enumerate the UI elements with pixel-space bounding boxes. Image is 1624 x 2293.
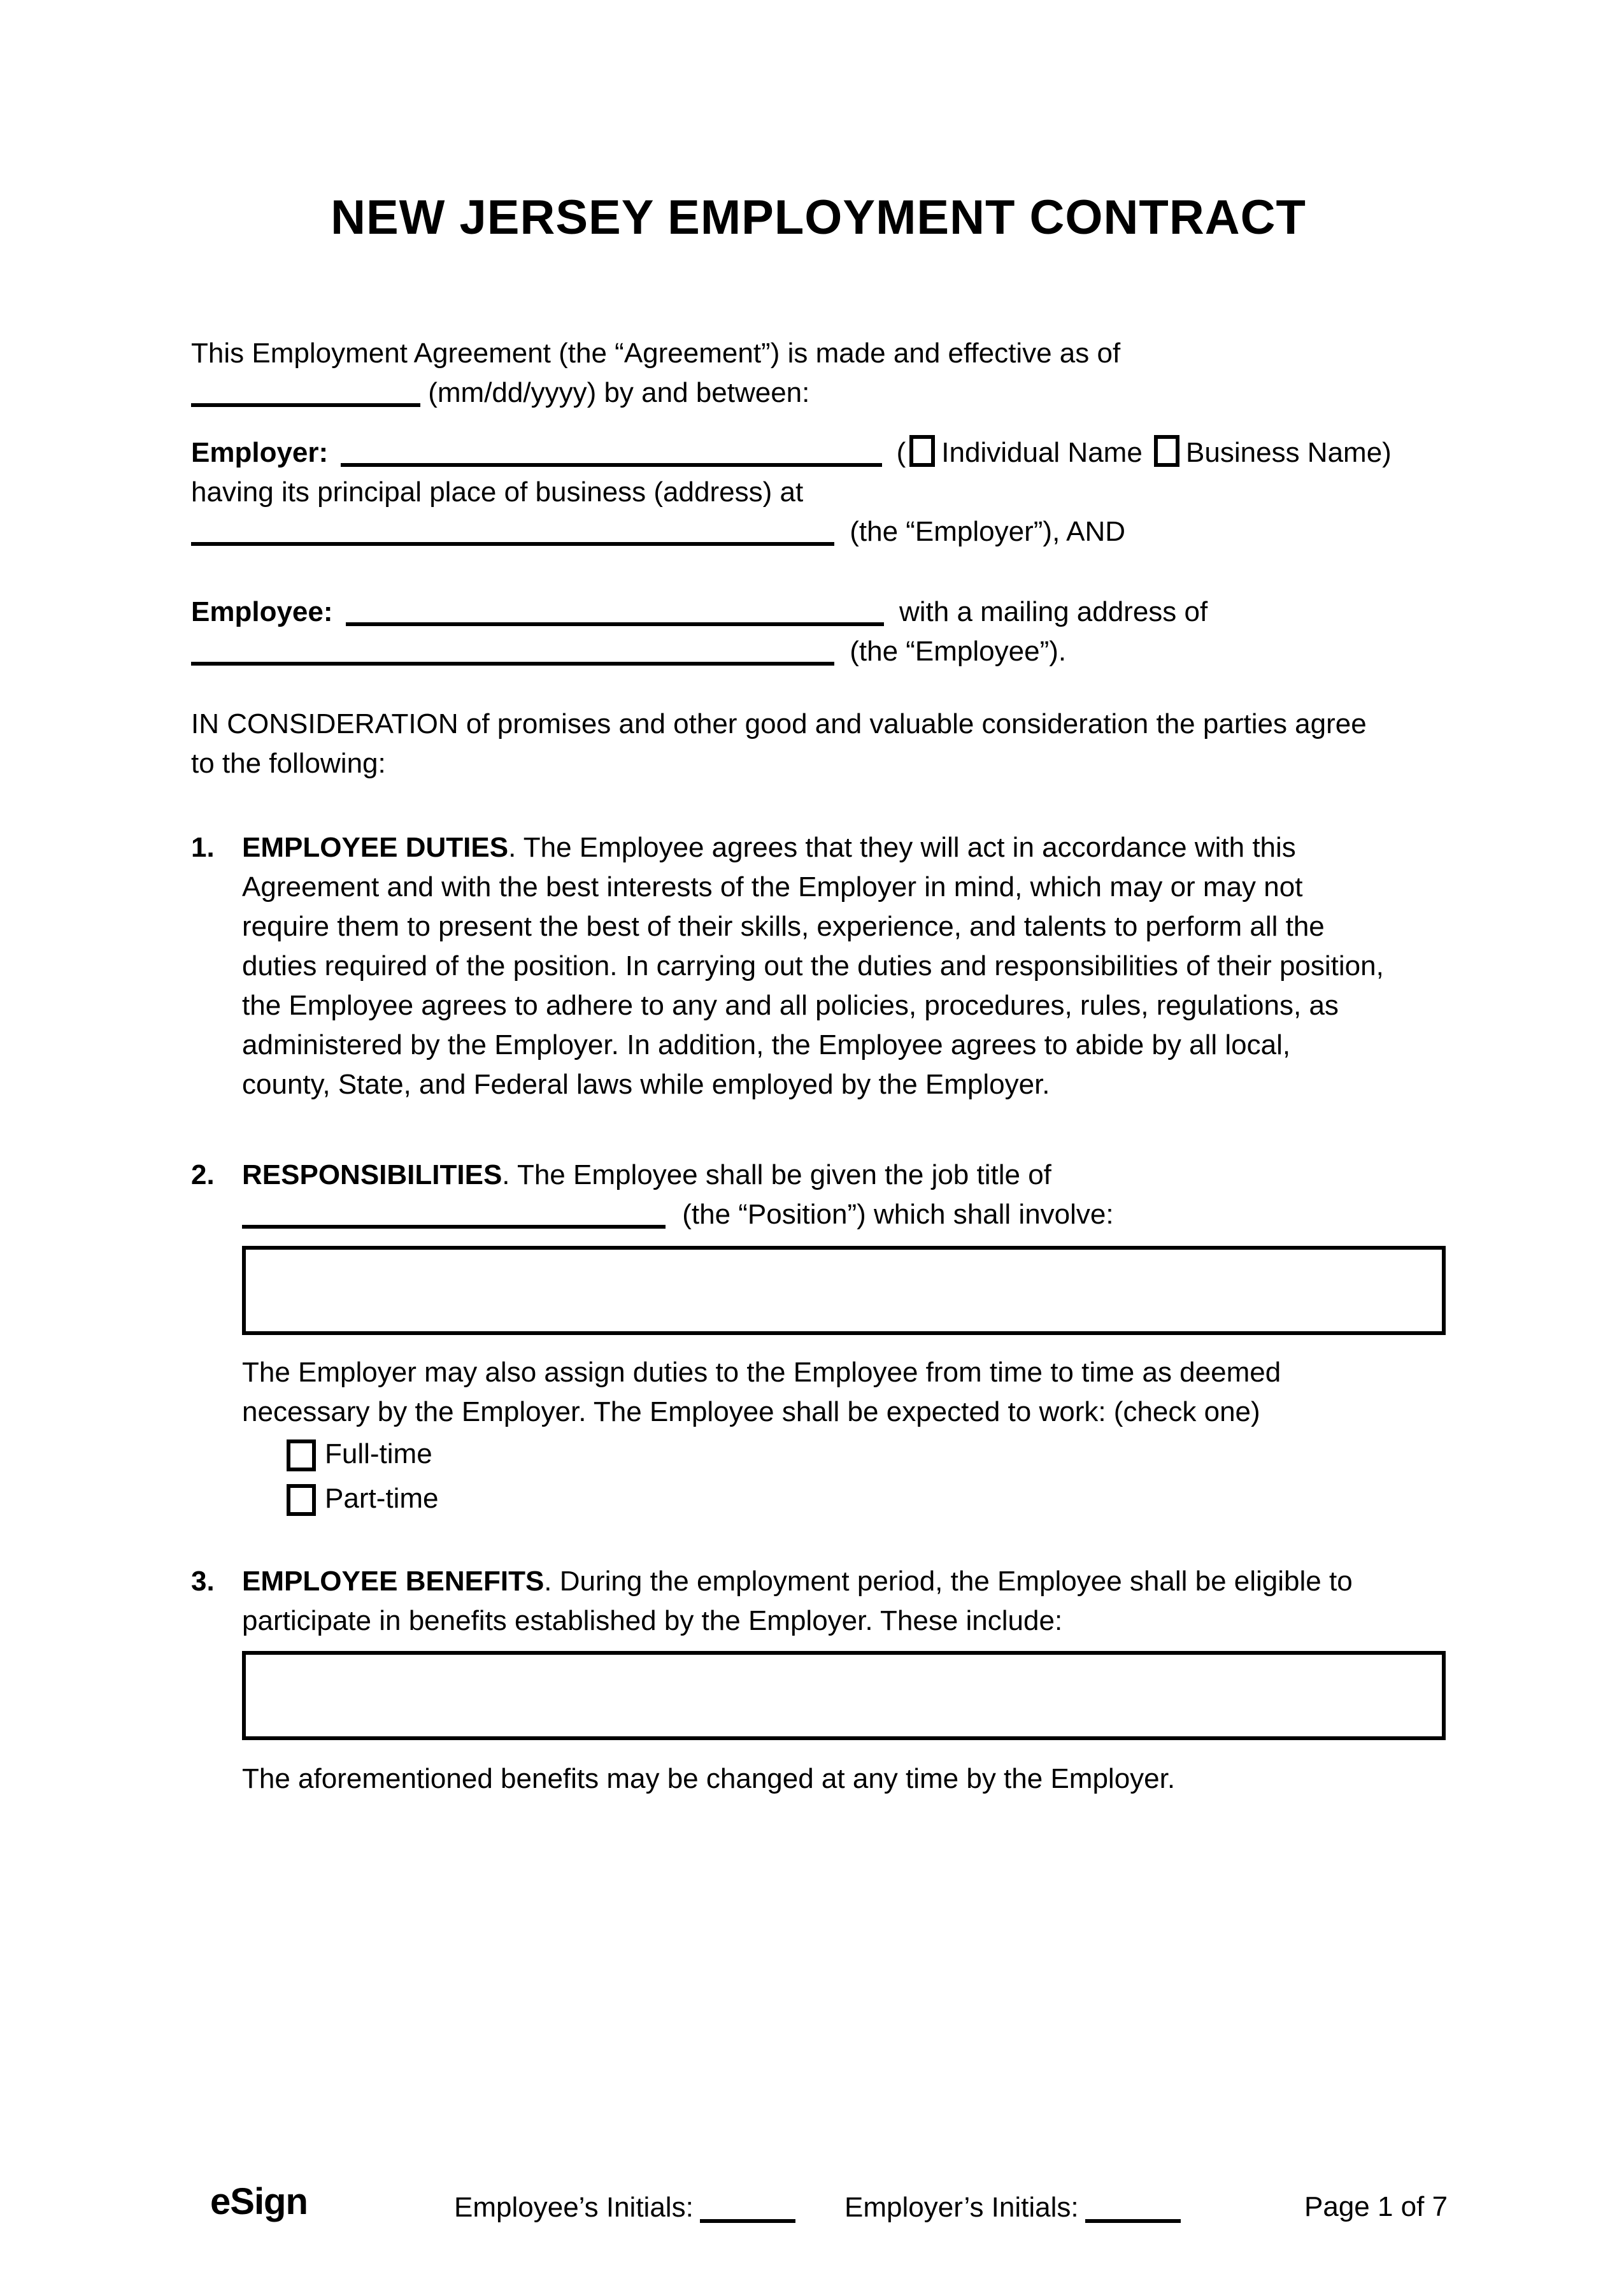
- employer-paragraph: [191, 433, 1446, 552]
- business-name-checkbox[interactable]: [1154, 435, 1179, 467]
- section-3-line-1-text: . During the employment period, the Employee shall be eligible to: [544, 1566, 1353, 1597]
- section-1-heading: EMPLOYEE DUTIES: [242, 832, 509, 863]
- section-responsibilities: [191, 1155, 1446, 1521]
- section-2-body: [242, 1155, 1446, 1521]
- section-employee-duties: [191, 828, 1446, 1104]
- individual-name-checkbox[interactable]: [909, 435, 935, 467]
- benefits-textbox[interactable]: [242, 1651, 1446, 1740]
- effective-date-blank[interactable]: [191, 374, 420, 407]
- employee-line-2-text: (the “Employee”).: [850, 636, 1067, 667]
- consideration-line-2: to the following:: [191, 748, 386, 779]
- employer-line-1: [191, 433, 1446, 473]
- position-duties-textbox[interactable]: [242, 1246, 1446, 1335]
- section-3-line-1: [242, 1562, 1446, 1601]
- section-1-line-5: the Employee agrees to adhere to any and all policies, procedures, rules, regulations, as: [242, 990, 1339, 1021]
- employee-paragraph: [191, 592, 1446, 671]
- employee-line-1-text: with a mailing address of: [899, 596, 1208, 627]
- section-2-line-1: [242, 1155, 1446, 1195]
- employer-initials-field: [844, 2187, 1181, 2227]
- section-3-heading: EMPLOYEE BENEFITS: [242, 1566, 545, 1597]
- employer-initials-blank[interactable]: [1085, 2187, 1181, 2223]
- section-1-body: [242, 828, 1446, 1104]
- section-employee-benefits: [191, 1562, 1446, 1799]
- contract-page: [0, 191, 1624, 2293]
- employee-address-blank[interactable]: [191, 632, 834, 666]
- intro-line-2: [191, 373, 1446, 413]
- full-time-label: Full-time: [325, 1438, 432, 1469]
- section-3-line-2: participate in benefits established by the Employer. These include:: [242, 1605, 1063, 1636]
- intro-line-2-text: (mm/dd/yyyy) by and between:: [428, 377, 810, 408]
- consideration-line-1: IN CONSIDERATION of promises and other good and valuable consideration the parties agree: [191, 708, 1367, 739]
- part-time-label: Part-time: [325, 1483, 439, 1514]
- document-page: [0, 191, 1624, 2293]
- section-3-number: 3.: [191, 1566, 215, 1597]
- full-time-checkbox[interactable]: [287, 1439, 316, 1471]
- employee-label: Employee:: [191, 596, 333, 627]
- page-number: Page 1 of 7: [1304, 2191, 1448, 2222]
- section-1-line-2: Agreement and with the best interests of the Employer in mind, which may or may not: [242, 871, 1303, 903]
- employer-line-3: [191, 512, 1446, 552]
- section-1-line-1: [242, 828, 1446, 868]
- employer-name-blank[interactable]: [341, 434, 882, 467]
- section-2-line-1-text: . The Employee shall be given the job title of: [502, 1159, 1051, 1190]
- section-1-number: 1.: [191, 832, 215, 863]
- section-3-body: [242, 1562, 1446, 1799]
- section-2-line-3: The Employer may also assign duties to the Employee from time to time as deemed: [242, 1357, 1281, 1388]
- document-title: NEW JERSEY EMPLOYMENT CONTRACT: [331, 190, 1306, 245]
- section-3-line-3: The aforementioned benefits may be changed at any time by the Employer.: [242, 1763, 1176, 1794]
- part-time-option-row: [287, 1476, 1446, 1521]
- section-2-line-2-text: (the “Position”) which shall involve:: [682, 1199, 1114, 1230]
- section-2-line-2: [242, 1195, 1446, 1234]
- page-footer: [0, 2181, 1624, 2245]
- employee-name-blank[interactable]: [346, 593, 884, 626]
- employer-address-blank[interactable]: [191, 513, 834, 546]
- section-2-number: 2.: [191, 1159, 215, 1190]
- section-1-line-7: county, State, and Federal laws while employed by the Employer.: [242, 1069, 1050, 1100]
- employee-initials-label: Employee’s Initials:: [454, 2192, 694, 2223]
- employer-individual-option-label: Individual Name: [941, 437, 1143, 468]
- section-1-line-6: administered by the Employer. In addition, the Employee agrees to abide by all local,: [242, 1029, 1291, 1061]
- section-1-line-3: require them to present the best of their skills, experience, and talents to perform all the: [242, 911, 1325, 942]
- intro-line-1: This Employment Agreement (the “Agreement”) is made and effective as of: [191, 338, 1121, 369]
- employee-initials-blank[interactable]: [700, 2187, 795, 2223]
- section-1-line-1-text: . The Employee agrees that they will act in accordance with this: [508, 832, 1296, 863]
- consideration-paragraph: [191, 704, 1446, 783]
- employer-line-2: having its principal place of business (address) at: [191, 476, 804, 508]
- employer-paren-open: (: [896, 437, 906, 468]
- section-2-heading: RESPONSIBILITIES: [242, 1159, 502, 1190]
- section-1-line-4: duties required of the position. In carrying out the duties and responsibilities of their position,: [242, 950, 1384, 982]
- position-title-blank[interactable]: [242, 1196, 666, 1229]
- employer-business-option-label: Business Name): [1186, 437, 1392, 468]
- employee-line-2: [191, 632, 1446, 671]
- employer-initials-label: Employer’s Initials:: [844, 2192, 1079, 2223]
- part-time-checkbox[interactable]: [287, 1484, 316, 1516]
- employee-line-1: [191, 592, 1446, 632]
- intro-paragraph: [191, 334, 1446, 413]
- esign-logo: eSign: [210, 2181, 308, 2222]
- employee-initials-field: [454, 2187, 795, 2227]
- full-time-option-row: [287, 1432, 1446, 1476]
- employer-label: Employer:: [191, 437, 329, 468]
- employer-line-3-text: (the “Employer”), AND: [850, 516, 1125, 547]
- section-2-line-4: necessary by the Employer. The Employee shall be expected to work: (check one): [242, 1396, 1260, 1427]
